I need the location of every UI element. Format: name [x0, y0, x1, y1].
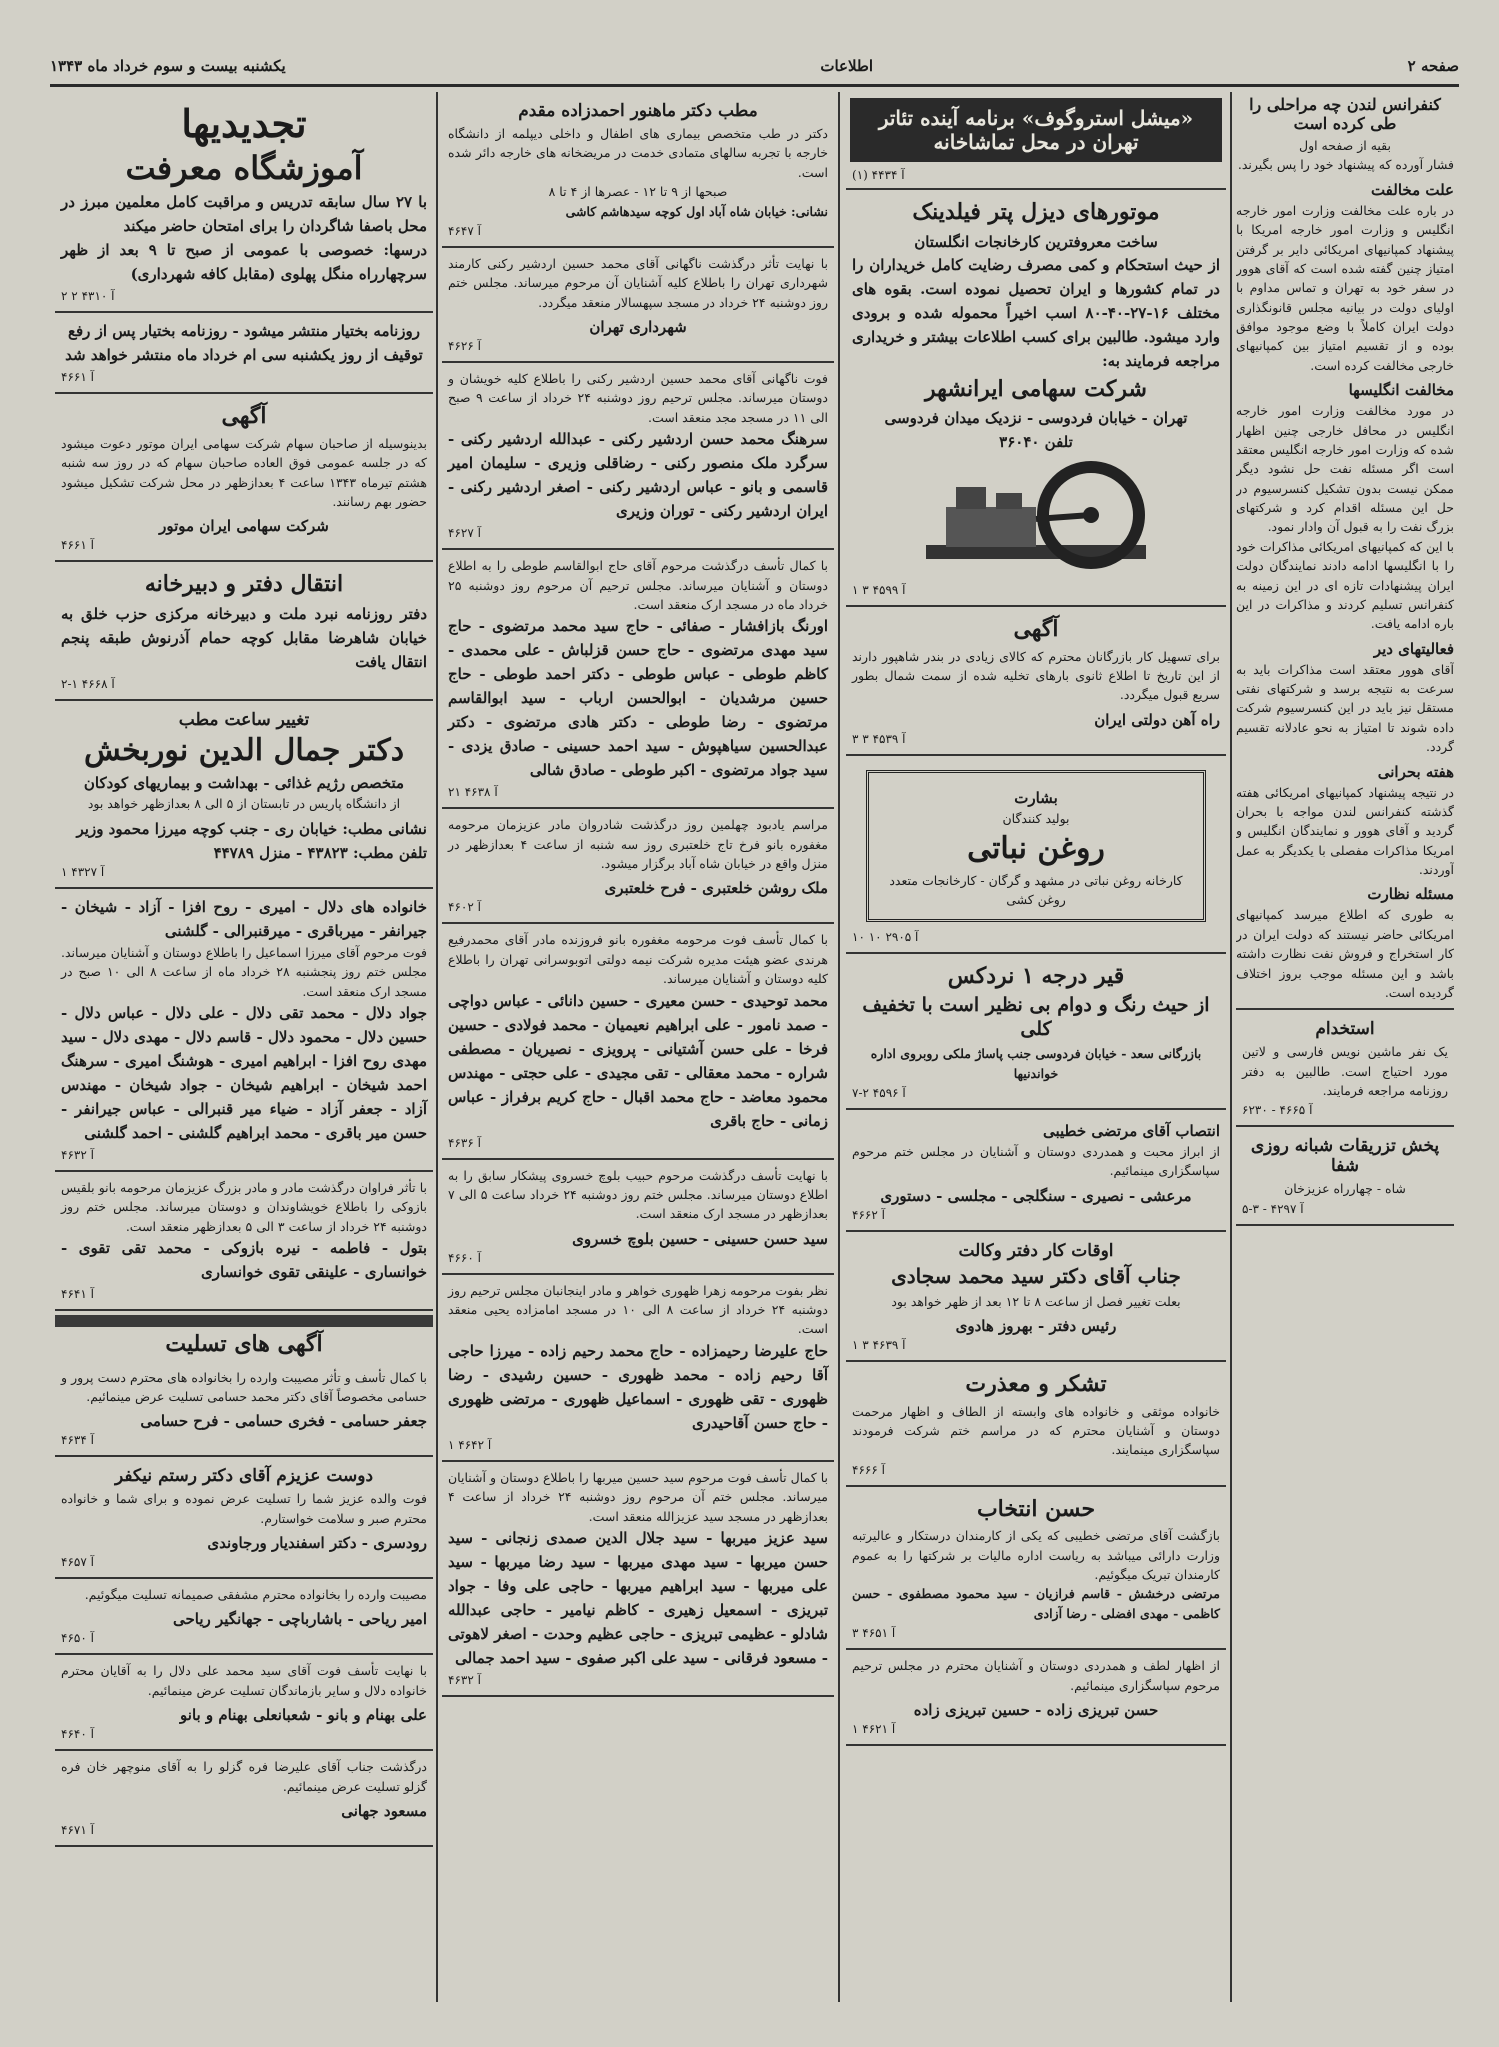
ad-code: آ ۴۶۷۱ [61, 1822, 94, 1837]
ad-vegetable-oil [846, 756, 1226, 955]
ad-shafa-title: پخش تزریقات شبانه روزی شفا [1250, 1136, 1440, 1177]
ad-funeral4-names: محمد توحیدی - حسن معیری - حسین دانائی - عباس دواچی - صمد نامور - علی ابراهیم نعیمیان - محمد فولادی - حسین فرخا - علی حسن آشتیانی - پرویزی - نصیریان - مصطفی شراره - محمد معقالی - تقی مجیدی - علی حجتی - مهندس محمود معاضد - حاج محمد اقبال - حاج کریم برفراز - عباس زمانی - حاج باقری [448, 991, 828, 1130]
ad-law-office-name: جناب آقای دکتر سید محمد سجادی [891, 1263, 1181, 1288]
ad-funeral-khalatbari [442, 809, 834, 924]
cond2-body: فوت والده عزیز شما را تسلیت عرض نموده و برای شما و خانواده محترم صبر و سلامت خواستارم. [61, 1491, 427, 1526]
ad-code: آ ۴۶۴۲ ۱ [448, 1437, 492, 1452]
article-paragraph: در باره علت مخالفت وزارت امور خارجه انگلیس و وزارت امور خارجه امریکا با پیشنهاد کمپانیهای امریکائی دایر بر گرفتن امتیاز چنین گفته شده است که آقای هوور در سفر خود به تهران و تماس مداوم با اولیای دولت در بیانیه مجلس قانونگذاری دولت ایران کاملاً با وضع موجود موافق بوده و از تقسیم امتیاز بین کمپانیهای خارجی مخالفت کرده است. [1236, 202, 1454, 373]
ad-motor-title: آگهی [221, 403, 267, 430]
ad-code: آ ۴۶۵۰ [61, 1631, 94, 1646]
ad-gratitude-title: تشکر و معذرت [965, 1371, 1107, 1398]
ad-funeral-khosravi [442, 1160, 834, 1275]
diesel-engine-illustration [906, 457, 1166, 577]
ad-clinic-name: دکتر جمال الدین نوربخش [83, 732, 405, 768]
ad-funeral3-body: مراسم یادبود چهلمین روز درگذشت شادروان مادر عزیزمان مرحومه مغفوره بانو فرخ تاج خلعتبری روز سه شنبه از ساعت ۴ بعدازظهر در منزل واقع در خیابان شاه آباد برگزار میشود. [448, 817, 828, 871]
ad-law-office [846, 1232, 1226, 1362]
ad-code: آ ۲۹۰۵ ۱۰ ۱۰ [852, 930, 919, 945]
ad-renew-classes: درسها: خصوصی با عمومی از صبح تا ۹ بعد از ظهر سرچهارراه منگل پهلوی (مقابل کافه شهرداری) [61, 241, 427, 284]
condolence-5 [55, 1751, 433, 1847]
masthead [50, 52, 1459, 80]
ad-shafa-body: شاه - چهارراه عزیزخان [1284, 1181, 1406, 1197]
ad-iran-motor [55, 394, 433, 562]
ad-notice-title: آگهی [1013, 616, 1059, 642]
condolence-3 [55, 1579, 433, 1655]
ad-clinic-spec: متخصص رژیم غذائی - بهداشت و بیماریهای کودکان [83, 774, 405, 793]
ad-engine-title: موتورهای دیزل پتر فیلدینک [912, 199, 1160, 225]
ad-code: آ ۴۶۶۱ [61, 370, 94, 385]
ad-shafa [1236, 1127, 1454, 1225]
ad-law-office-title: اوقات کار دفتر وکالت [958, 1240, 1114, 1261]
ad-fam1-names2: جواد دلال - محمد تقی دلال - علی دلال - عباس دلال - حسین دلال - محمود دلال - قاسم دلال - مهدی دلال - سید مهدی روح افزا - ابراهیم امیری - هوشنگ امیری - سرهنگ احمد شیخان - ابراهیم شیخان - جواد شیخان - مهندس آزاد - جعفر آزاد - ضیاء میر قنبرالی - عباس جیرانفر - حسن میر باقری - محمد ابراهیم گلشنی - احمد گلشنی [61, 1003, 427, 1142]
article-title: کنفرانس لندن چه مراحلی را طی کرده است [1249, 95, 1441, 133]
ad-clinic-body: از دانشگاه پاریس در تابستان از ۵ الی ۸ بعدازظهر خواهد بود [87, 796, 401, 812]
condolence-4 [55, 1655, 433, 1751]
ad-office-move [55, 562, 433, 701]
ad-code: آ ۴۳۱۰ ۲ ۲ [61, 289, 115, 304]
masthead-date: یکشنبه بیست و سوم خرداد ماه ۱۳۴۳ [50, 57, 286, 75]
ad-code: آ ۴۶۶۲ [852, 1207, 885, 1222]
ad-bakhtiar [55, 313, 433, 394]
ad-code: آ ۴۶۲۱ ۱ [852, 1721, 896, 1736]
ad-renew [55, 92, 433, 313]
column-center-left [442, 92, 834, 2002]
ad-job-body: یک نفر ماشین نویس فارسی و لاتین مورد احتیاج است. طالبین به دفتر روزنامه مراجعه فرمایند. [1242, 1044, 1448, 1098]
article-subhead: مسئله نظارت [1367, 885, 1454, 904]
ad-doctor-hours: صبحها از ۹ تا ۱۲ - عصرها از ۴ تا ۸ [548, 184, 728, 200]
ad-fam1-names: خانواده های دلال - امیری - روح افزا - آزاد - شیخان - جیرانفر - میرباقری - میرقنبرالی - گلشنی [61, 897, 427, 940]
ad-funeral7-body: با کمال تأسف فوت مرحوم سید حسین میربها را باطلاع دوستان و آشنایان میرساند. مجلس ختم آن مرحوم روز دوشنبه ۲۴ خرداد از ساعت ۴ بعدازظهر در مسجد سید عزیزالله منعقد است. [448, 1469, 828, 1524]
ad-code: آ ۴۶۶۶ [852, 1462, 885, 1477]
ad-code: آ ۴۶۶۸ ۱-۲ [61, 676, 115, 691]
cond2-title: دوست عزیزم آقای دکتر رستم نیکفر [114, 1466, 374, 1487]
ad-ferdows-title: قیر درجه ۱ نردکس [947, 963, 1125, 990]
ad-code: آ ۴۶۴۱ [61, 1287, 94, 1302]
ad-last-names: حسن تبریزی زاده - حسین تبریزی زاده [913, 1700, 1159, 1719]
ad-clinic-addr: نشانی مطب: خیابان ری - جنب کوچه میرزا محمود وزیر [76, 819, 427, 838]
ad-doctor-title: مطب دکتر ماهنور احمدزاده مقدم [518, 101, 758, 121]
ad-ferdows-body: بازرگانی سعد - خیابان فردوسی جنب پاساژ ملکی روبروی اداره خواندنیها [870, 1046, 1202, 1081]
ad-code: آ ۴۶۲۷ [448, 526, 481, 541]
ad-motor-body: بدینوسیله از صاحبان سهام شرکت سهامی ایران موتور دعوت میشود که در جلسه عمومی فوق العاده صاحبان سهام که در روز سه شنبه هشتم تیرماه ۱۳۴۳ ساعت ۴ بعدازظهر در محل شرکت تشکیل میشود حضور بهم رسانند. [61, 435, 428, 510]
ad-funeral-harandi [442, 924, 834, 1159]
ad-code: آ ۴۵۳۹ ۳ ۳ [852, 731, 906, 746]
article-paragraph: با این که کمپانیهای امریکائی مذاکرات خود را با انگلیسها ادامه دادند نمایندگان دولت ایران پیشنهادات تازه ای در این زمینه به کنفرانس تسلیم کردند و مذاکرات در این باره ادامه یافت. [1236, 538, 1454, 632]
column-right [1236, 92, 1454, 2002]
article-continued: بقیه از صفحه اول [1298, 138, 1391, 153]
ad-code: آ ۴۵۹۶ ۲-۷ [852, 1086, 906, 1100]
ad-funeral5-body: با نهایت تأسف درگذشت مرحوم حبیب بلوچ خسروی پیشکار سابق را به اطلاع دوستان میرساند. مجلس ختم روز دوشنبه ۲۴ خرداد ساعت ۵ الی ۷ بعدازظهر در مسجد ارک منعقد است. [448, 1167, 828, 1222]
ad-funeral6-names: حاج علیرضا رحیمزاده - حاج محمد رحیم زاده - میرزا حاجی آقا رحیم زاده - محمد ظهوری - حسین رشیدی - رضا ظهوری - تقی ظهوری - اسماعیل ظهوری - مرتضی ظهوری - حاج حسن آقاحیدری [448, 1341, 828, 1432]
ad-job-title: استخدام [1315, 1019, 1375, 1040]
masthead-page-number: صفحه ۲ [1407, 57, 1459, 75]
article-subhead: مخالفت انگلیسها [1348, 381, 1454, 400]
ad-family-bazouki [55, 1172, 433, 1311]
ad-funeral-tooti [442, 550, 834, 809]
cond5-body: درگذشت جناب آقای علیرضا فره گزلو را به آقای منوچهر خان فره گزلو تسلیت عرض مینمائیم. [61, 1759, 427, 1794]
article-subhead: علت مخالفت [1370, 180, 1454, 199]
cond3-body: مصیبت وارده را بخانواده محترم مشفقی صمیمانه تسلیت میگوئیم. [84, 1587, 427, 1603]
ad-funeral2-names: اورنگ بازافشار - صفائی - حاج سید محمد مرتضوی - حاج سید مهدی مرتضوی - حاج حسن قزلباش - علی محمدی - کاظم طوطی - عباس طوطی - دکتر احمد طوطی - حاج حسین مرشدیان - ابوالحسن ارباب - سید ابوالقاسم مرتضوی - رضا طوطی - دکتر هادی مرتضوی - دکتر عبدالحسین سیاهپوش - سید احمد حسینی - صادق یزدی - سید جواد مرتضوی - اکبر طوطی - صادق شالی [448, 617, 828, 780]
ad-good-choice [846, 1487, 1226, 1650]
ad-funeral6-body: نظر بفوت مرحومه زهرا ظهوری خواهر و مادر اینجانبان مجلس ترحیم روز دوشنبه ۲۴ خرداد از ساعت ۸ الی ۱۰ در مسجد امامزاده یحیی منعقد است. [448, 1282, 828, 1337]
ad-fam2-names: بتول - فاطمه - نیره بازوکی - محمد تقی تقوی - خوانساری - علینقی تقوی خوانساری [61, 1239, 427, 1282]
ad-code: آ ۴۶۳۴ [61, 1433, 94, 1448]
ad-diesel [846, 190, 1226, 607]
ad-funeral1-body: فوت ناگهانی آقای محمد حسین اردشیر رکنی را باطلاع کلیه خویشان و دوستان میرساند. مجلس ترحیم روز دوشنبه ۲۴ خرداد از ساعت ۹ صبح الی ۱۱ در مسجد مجد منعقد است. [448, 371, 828, 425]
ad-ferdows-sub: از حیث رنگ و دوام بی نظیر است با تخفیف کلی [862, 993, 1210, 1040]
ad-code: آ ۴۶۳۲ [61, 1147, 94, 1162]
ad-last-body: از اظهار لطف و همدردی دوستان و آشنایان محترم در مجلس ترحیم مرحوم سپاسگزاری مینمائیم. [852, 1658, 1220, 1693]
top-rule [50, 84, 1459, 87]
ad-funeral2-body: با کمال تأسف درگذشت مرحوم آقای حاج ابوالقاسم طوطی را به اطلاع دوستان و آشنایان میرساند. مجلس ترحیم آن مرحوم روز دوشنبه ۲۵ خرداد ماه در مسجد ارک منعقد است. [448, 558, 828, 612]
article-paragraph: فشار آورده که پیشنهاد خود را پس بگیرند. [1237, 157, 1454, 173]
cond1-body: با کمال تأسف و تأثر مصیبت وارده را بخانواده های محترم دست پرور و حسامی مخصوصاً آقای دکتر محمد حسامی تسلیت عرض مینمائیم. [61, 1369, 427, 1404]
condolence-section-title: آگهی های تسلیت [165, 1331, 323, 1358]
ad-gratitude [846, 1362, 1226, 1487]
ad-engine-body: از حیث استحکام و کمی مصرف رضایت کامل خریداران را در تمام کشورها و ایران تحصیل نموده است. بقوه های مختلف ۱۶-۲۷-۴۰-۸۰ اسب اخیراً محموله شده و برودی وارد میشود. طالبین برای کسب اطلاعات بیشتر و خریداری مراجعه فرمایند به: [852, 255, 1220, 370]
ad-motor-sign: شرکت سهامی ایران موتور [159, 517, 329, 536]
article-subhead: هفته بحرانی [1377, 762, 1454, 781]
ad-doctor [442, 92, 834, 248]
ad-clinic-phone: تلفن مطب: ۴۳۸۲۳ - منزل ۴۴۷۸۹ [213, 843, 427, 862]
ad-law-office-sign: رئیس دفتر - بهروز هادوی [955, 1317, 1117, 1336]
ad-code: آ ۴۶۳۶ [448, 1135, 481, 1150]
article-subhead: فعالیتهای دیر [1373, 639, 1454, 658]
ad-engine-company: شرکت سهامی ایرانشهر [925, 375, 1147, 402]
ad-thanks-names: مرعشی - نصیری - سنگلجی - مجلسی - دستوری [880, 1186, 1192, 1205]
ad-funeral-rokni [442, 363, 834, 550]
ad-office-title: انتقال دفتر و دبیرخانه [144, 571, 344, 598]
cond4-names: علی بهنام و بانو - شعبانعلی بهنام و بانو [180, 1706, 427, 1725]
ad-employment [1236, 1010, 1454, 1127]
condolence-1 [55, 1362, 433, 1458]
ad-thanks-body: از ابراز محبت و همدردی دوستان و آشنایان در مجلس ختم مرحوم سپاسگزاری مینمائیم. [852, 1144, 1220, 1179]
ad-oil-body: کارخانه روغن نباتی در مشهد و گرگان - کارخانجات متعدد روغن کشی [889, 872, 1183, 907]
article-paragraph: در مورد مخالفت وزارت امور خارجه انگلیس در محافل خارجی چنین اظهار شده که وزارت امور خارجه انگلیس معتقد است اگر مسئله نفت حل نشود دیگر ممکن نیست بدون تشکیل کنسرسیوم در حل این مسئله اقدام کرد و شرکتهای بزرگ نفت را به قبول آن وادار نمود. [1236, 403, 1454, 535]
oil-ad-frame [866, 770, 1206, 923]
ad-family-dalal [55, 889, 433, 1172]
ad-oil-brand: روغن نباتی [967, 831, 1105, 866]
ad-appointment [846, 1110, 1226, 1232]
ad-oil-top: بشارت [1014, 788, 1058, 807]
ad-railway [846, 607, 1226, 756]
ad-code: آ ۴۶۴۰ [61, 1727, 94, 1742]
theater-banner: «میشل استروگوف» برنامه آینده تئاتر تهران در محل تماشاخانه [850, 98, 1222, 162]
ad-thanks-title: انتصاب آقای مرتضی خطیبی [1042, 1122, 1220, 1140]
ad-code: آ ۴۳۲۷ ۱ [61, 864, 105, 879]
ad-funeral-mirbaha [442, 1462, 834, 1697]
ad-funeral7-names: سید عزیز میربها - سید جلال الدین صمدی زنجانی - سید حسن میربها - سید مهدی میربها - سید رضا میربها - سید علی میربها - سید ابراهیم میربها - حاجی علی وفا - جواد تبریزی - اسمعیل زهیری - کاظم نیامیر - حاجی عبدالله شادلو - عظیمی تبریزی - حاجی عظیم وحدت - اصغر لاهوتی - مسعود فرقانی - سید علی اکبر صفوی - سید احمد جمالی [448, 1528, 828, 1667]
ad-mayor-body: با نهایت تأثر درگذشت ناگهانی آقای محمد حسین اردشیر رکنی کارمند شهرداری تهران را باطلاع کلیه آشنایان آن مرحوم میرساند. مجلس ختم روز دوشنبه ۲۴ خرداد در مسجد سپهسالار منعقد میگردد. [448, 255, 828, 310]
ad-code: آ ۴۶۶۰ [448, 1250, 481, 1265]
ad-tabrizi [846, 1650, 1226, 1746]
ad-funeral4-body: با کمال تأسف فوت مرحومه مغفوره بانو فروزنده مادر آقای محمدرفیع هرندی عضو هیئت مدیره شرکت نیمه دولتی اتوبوسرانی تهران را باطلاع کلیه دوستان و آشنایان میرساند. [448, 932, 828, 987]
cond3-names: امیر ریاحی - باشارباچی - جهانگیر ریاحی [173, 1610, 427, 1629]
column-divider [838, 92, 840, 2002]
ad-renew-school: آموزشگاه معرفت [125, 148, 363, 187]
article-paragraph: به طوری که اطلاع میرسد کمپانیهای امریکائی حاضر نیستند که دولت ایران در کار استخراج و فروش نفت نظارت داشته باشد و این مسئله موجب بروز اختلاف گردیده است. [1236, 905, 1454, 1010]
ad-renew-title: تجدیدیها [181, 101, 307, 146]
ad-code: آ ۴۴۳۴ (۱) [846, 168, 1226, 190]
ad-funeral1-names: سرهنگ محمد حسن اردشیر رکنی - عبدالله اردشیر رکنی - سرگرد ملک منصور رکنی - رضاقلی وزیری - سلیمان امیر قاسمی و بانو - عباس اردشیر رکنی - اصغر اردشیر رکنی - ایران اردشیر رکنی - توران وزیری [448, 430, 828, 521]
ad-code: آ ۴۶۶۵ - ۶۲۳۰ [1242, 1103, 1313, 1118]
ad-code: آ ۴۶۳۸ ۲۱ [448, 785, 498, 800]
ad-fam1-body: فوت مرحوم آقای میرزا اسماعیل را باطلاع دوستان و آشنایان میرساند. مجلس ختم روز پنجشنبه ۲۸ خرداد ماه از ساعت ۸ الی ۱۰ صبح در مسجد ارک منعقد است. [61, 944, 427, 999]
section-strip [55, 1315, 433, 1327]
ad-clinic [55, 701, 433, 889]
cond1-names: جعفر حسامی - فخری حسامی - فرح حسامی [140, 1412, 427, 1431]
ad-code: آ ۴۶۳۹ ۳ ۱ [852, 1338, 906, 1353]
ad-select-names: مرتضی درخشش - قاسم فرازیان - سید محمود مصطفوی - حسن کاظمی - مهدی افضلی - رضا آزادی [852, 1586, 1220, 1621]
ad-engine-sub: ساخت معروفترین کارخانجات انگلستان [914, 232, 1158, 251]
column-center-right [846, 92, 1226, 2002]
ad-code: آ ۴۶۴۷ [448, 223, 481, 238]
ad-office-body: دفتر روزنامه نبرد ملت و دبیرخانه مرکزی حزب خلق به خیابان شاهرضا مقابل کوچه حمام آذرنوش طبقه پنجم انتقال یافت [61, 604, 427, 671]
ad-code: آ ۴۶۳۲ [448, 1672, 481, 1687]
article-paragraph: در نتیجه پیشنهاد کمپانیهای امریکائی هفته گذشته کنفرانس لندن مواجه با بحران گردید و آقای هوور و نمایندگان انگلیس و امریکا مذاکرات مفصلی با یکدیگر به عمل آوردند. [1236, 784, 1454, 877]
condolence-2 [55, 1457, 433, 1579]
ad-code: آ ۴۶۰۲ [448, 900, 481, 915]
ad-notice-body: برای تسهیل کار بازرگانان محترم که کالای زیادی در بندر شاهپور دارند از این تاریخ تا اطلاع ثانوی بارهای تخلیه شده از سمت شمال بطور سریع قبول میگردد. [852, 648, 1220, 703]
cond5-names: مسعود جهانی [341, 1801, 427, 1820]
cond2-names: رودسری - دکتر اسفندیار ورجاوندی [207, 1534, 427, 1553]
ad-municipality [442, 248, 834, 363]
ad-funeral3-names: ملک روشن خلعتبری - فرح خلعتبری [604, 879, 828, 898]
ad-notice-sign: راه آهن دولتی ایران [1094, 710, 1220, 729]
ad-funeral-zohouri [442, 1275, 834, 1462]
ad-gratitude-body: خانواده موثقی و خانواده های وابسته از الطاف و اظهار مرحمت دوستان و آشنایان محترم که در مراسم ختم شرکت فرمودند سپاسگزاری مینمایند. [852, 1403, 1220, 1458]
column-divider [1230, 92, 1232, 2002]
ad-select-title: حسن انتخاب [976, 1495, 1096, 1522]
ad-code: آ ۴۶۵۷ [61, 1555, 94, 1570]
ad-engine-phone: تلفن ۳۶۰۴۰ [999, 433, 1073, 451]
ad-select-body: بازگشت آقای مرتضی خطیبی که یکی از کارمندان درستکار و عالیرتبه وزارت دارائی میباشد به ریاست اداره مالیات بر شرکتها را به عموم کارمندان تبریک میگوئیم. [852, 1528, 1220, 1582]
ad-funeral5-names: سید حسن حسینی - حسین بلوچ خسروی [572, 1229, 828, 1248]
article-paragraph: آقای هوور معتقد است مذاکرات باید به سرعت به نتیجه برسد و شرکتهای نفتی مستقل نیز باید در این کنسرسیوم شرکت داده شوند تا امتیاز به نحو عادلانه تقسیم گردد. [1236, 661, 1454, 755]
ad-mayor-sign: شهرداری تهران [589, 318, 687, 336]
ad-engine-addr: تهران - خیابان فردوسی - نزدیک میدان فردوسی [884, 409, 1188, 427]
ad-clinic-pre: تغییر ساعت مطب [178, 709, 310, 730]
column-left [55, 92, 433, 2002]
masthead-paper-name: اطلاعات [820, 57, 874, 75]
ad-renew-body: با ۲۷ سال سابقه تدریس و مراقبت کامل معلمین مبرز در محل باصفا شاگردان را برای امتحان حاضر میکند [61, 193, 427, 236]
ad-oil-producer: بولید کنندگان [1002, 810, 1070, 826]
ad-code: آ ۴۲۹۷ - ۳-۵ [1242, 1201, 1304, 1216]
ad-fam2-body: با تأثر فراوان درگذشت مادر و مادر بزرگ عزیزمان مرحومه بانو بلقیس بازوکی را باطلاع خویشاوندان و دوستان میرساند. مجلس ختم روز دوشنبه ۲۴ خرداد از ساعت ۳ الی ۵ بعدازظهر منعقد است. [61, 1179, 427, 1234]
ad-doctor-addr: نشانی: خیابان شاه آباد اول کوچه سیدهاشم کاشی [565, 203, 828, 219]
ad-code: آ ۴۵۹۹ ۳ ۱ [852, 583, 906, 597]
ad-bakhtiar-body: روزنامه بختیار منتشر میشود - روزنامه بختیار پس از رفع توقیف از روز یکشنبه سی ام خرداد ماه منتشر خواهد شد [65, 322, 423, 365]
ad-code: آ ۴۶۵۱ ۳ [852, 1626, 896, 1641]
ad-code: آ ۴۶۶۱ [61, 538, 94, 553]
cond4-body: با نهایت تأسف فوت آقای سید محمد علی دلال را به آقایان محترم خانواده دلال و سایر بازماندگان تسلیت عرض مینمائیم. [61, 1663, 427, 1698]
ad-code: آ ۴۶۲۶ [448, 339, 481, 353]
ad-law-office-body: بعلت تغییر فصل از ساعت ۸ تا ۱۲ بعد از ظهر خواهد بود [891, 1293, 1181, 1309]
ad-nerdex [846, 954, 1226, 1110]
ad-doctor-body: دکتر در طب متخصص بیماری های اطفال و داخلی دیپلمه از دانشگاه خارجه با تجربه سالهای متمادی خدمت در مریضخانه های خارجه دائر شده است. [448, 126, 828, 180]
column-divider [436, 92, 438, 2002]
